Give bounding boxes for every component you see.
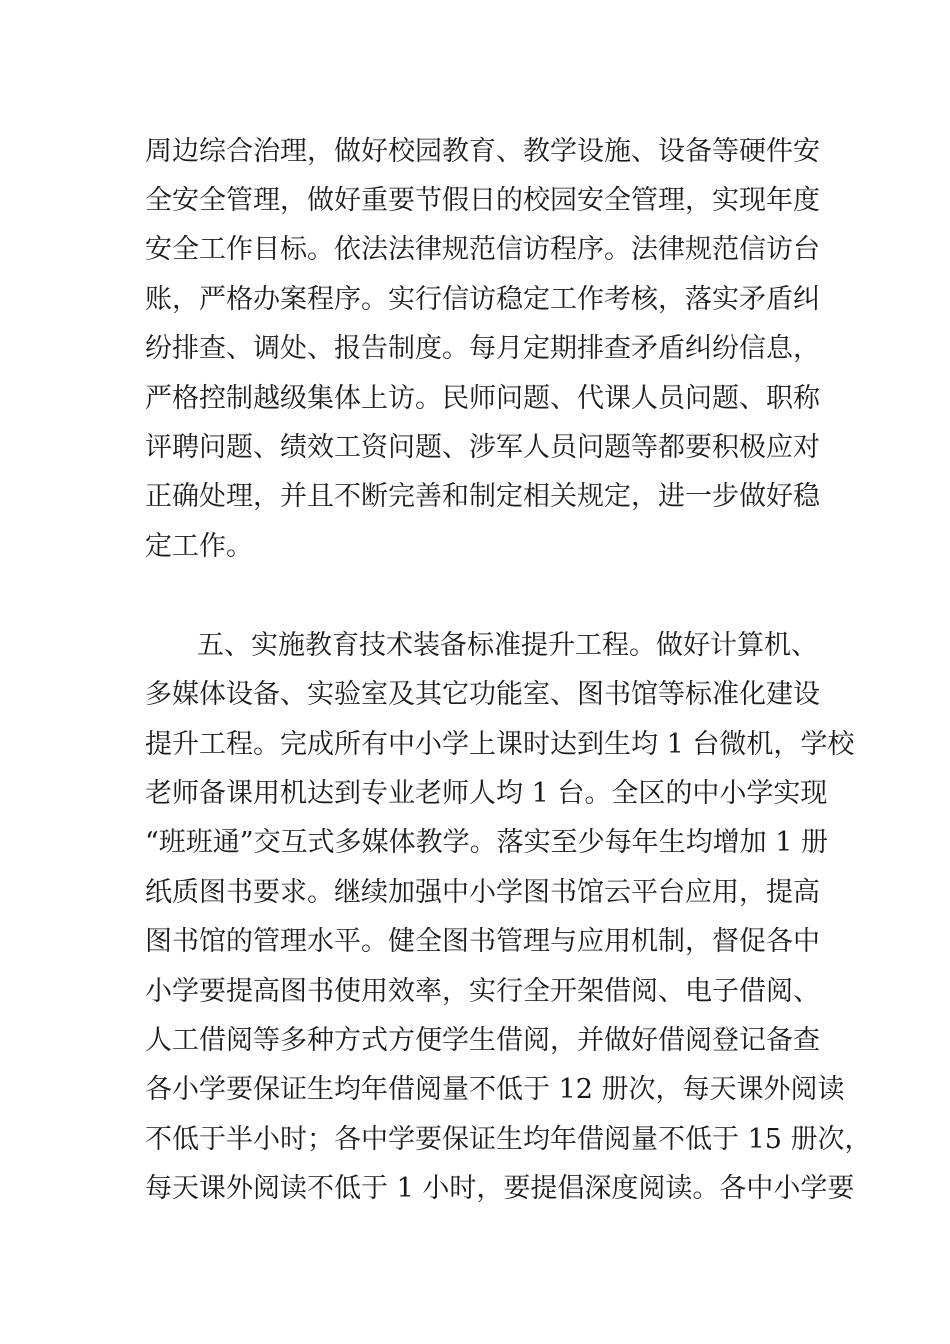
text-line: 老师备课用机达到专业老师人均 1 台。全区的中小学实现 xyxy=(145,778,828,809)
text-line: 安全工作目标。依法法律规范信访程序。法律规范信访台 xyxy=(145,234,820,265)
text-line: 定工作。 xyxy=(145,531,253,562)
text-line: 纸质图书要求。继续加强中小学图书馆云平台应用，提高 xyxy=(145,877,820,908)
text-line: 多媒体设备、实验室及其它功能室、图书馆等标准化建设 xyxy=(145,679,820,710)
text-line: 全安全管理，做好重要节假日的校园安全管理，实现年度 xyxy=(145,185,820,216)
text-line: 不低于半小时；各中学要保证生均年借阅量不低于 15 册次， xyxy=(145,1124,872,1155)
text-line: 提升工程。完成所有中小学上课时达到生均 1 台微机，学校 xyxy=(145,729,855,760)
text-line: 人工借阅等多种方式方便学生借阅，并做好借阅登记备查 xyxy=(145,1025,820,1056)
text-line: 五、实施教育技术装备标准提升工程。做好计算机、 xyxy=(197,630,818,661)
text-line: 正确处理，并且不断完善和制定相关规定，进一步做好稳 xyxy=(145,481,820,512)
text-line: 各小学要保证生均年借阅量不低于 12 册次，每天课外阅读 xyxy=(145,1074,845,1105)
text-line: 小学要提高图书使用效率，实行全开架借阅、电子借阅、 xyxy=(145,976,820,1007)
text-line: 纷排查、调处、报告制度。每月定期排查矛盾纠纷信息， xyxy=(145,333,820,364)
text-line: “班班通”交互式多媒体教学。落实至少每年生均增加 1 册 xyxy=(145,827,828,858)
text-line: 评聘问题、绩效工资问题、涉军人员问题等都要积极应对 xyxy=(145,432,820,463)
text-line: 每天课外阅读不低于 1 小时，要提倡深度阅读。各中小学要 xyxy=(145,1173,855,1204)
text-line: 严格控制越级集体上访。民师问题、代课人员问题、职称 xyxy=(145,383,820,414)
text-line: 账，严格办案程序。实行信访稳定工作考核，落实矛盾纠 xyxy=(145,284,820,315)
text-line: 周边综合治理，做好校园教育、教学设施、设备等硬件安 xyxy=(145,136,820,167)
text-line: 图书馆的管理水平。健全图书管理与应用机制，督促各中 xyxy=(145,926,820,957)
